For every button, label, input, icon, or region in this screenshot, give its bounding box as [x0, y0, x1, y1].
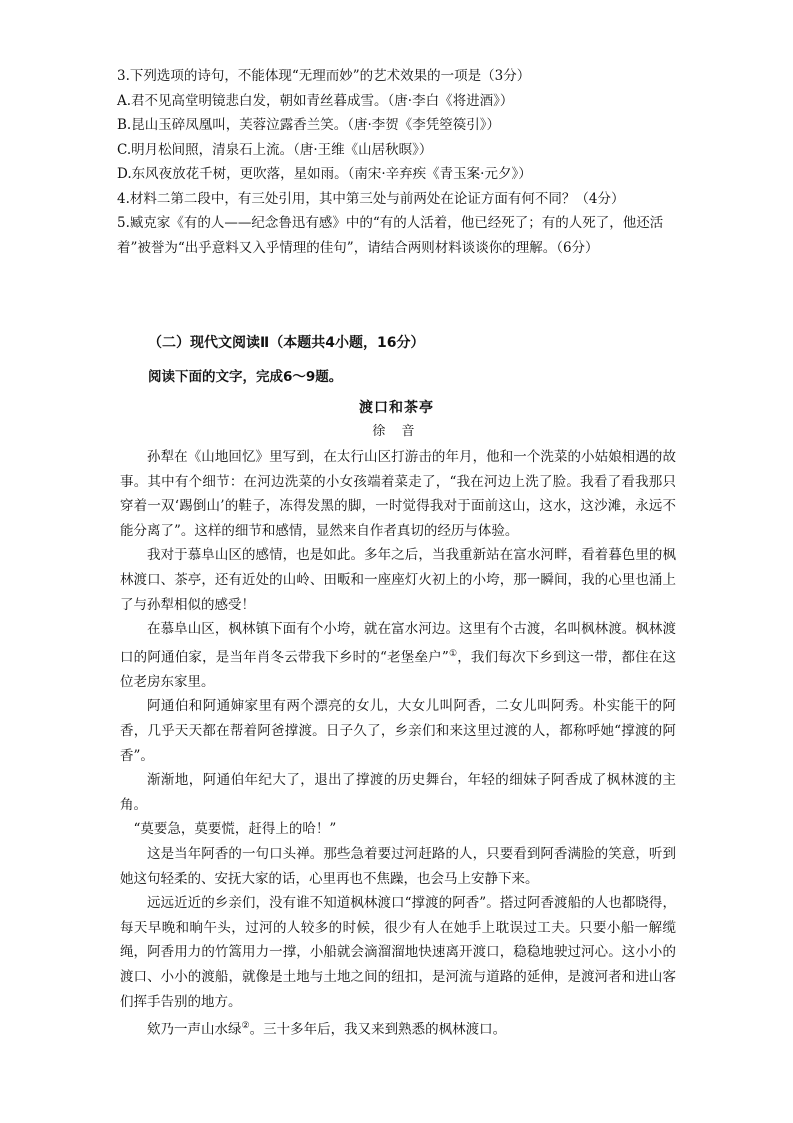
- paragraph-text: 。三十多年后，我又来到熟悉的枫林渡口。: [249, 1021, 507, 1038]
- paragraph-text: 这是当年阿香的一句口头禅。那些急着要过河赶路的人，只要看到阿香满脸的笑意，听到她这句轻柔的、安抚大家的话，心里再也不焦躁，也会马上安静下来。: [120, 846, 676, 887]
- section-heading: （二）现代文阅读Ⅱ（本题共4小题，16分）: [148, 335, 425, 351]
- question-3: 3.下列选项的诗句，不能体现“无理而妙”的艺术效果的一项是（3分）: [117, 68, 531, 84]
- paragraph-text: 渐渐地，阿通伯年纪大了，退出了撑渡的历史舞台，年轻的细妹子阿香成了枫林渡的主角。: [120, 772, 676, 813]
- paragraph: [120, 694, 676, 768]
- paragraph: [120, 768, 676, 817]
- paragraph: [120, 842, 676, 891]
- option-d: D.东风夜放花千树，更吹落，星如雨。（南宋·辛弃疾《青玉案·元夕》）: [117, 166, 532, 182]
- paragraph-text: 阿通伯和阿通婶家里有两个漂亮的女儿，大女儿叫阿香，二女儿叫阿秀。朴实能干的阿香，几乎天天都在帮着阿爸撑渡。日子久了，乡亲们和来这里过渡的人，都称呼她“撑渡的阿香”。: [120, 698, 676, 764]
- footnote-mark: ②: [241, 1021, 250, 1032]
- paragraph: [120, 1014, 676, 1042]
- footnote-mark: ①: [448, 648, 458, 659]
- paragraph: [120, 891, 676, 1014]
- question-4: 4.材料二第二段中，有三处引用，其中第三处与前两处在论证方面有何不同？（4分）: [117, 190, 625, 207]
- paragraph: [120, 817, 676, 842]
- question-block: [117, 64, 677, 260]
- option-a: A.君不见高堂明镜悲白发，朝如青丝暮成雪。（唐·李白《将进酒》）: [117, 92, 514, 109]
- paragraph: [120, 543, 676, 617]
- instruction: 阅读下面的文字，完成6～9题。: [148, 369, 343, 385]
- question-5: 5.臧克家《有的人——纪念鲁迅有感》中的“有的人活着，他已经死了；有的人死了，他还活着”被誉为“出乎意料又入乎情理的佳句”，请结合两则材料谈谈你的理解。（6分）: [117, 215, 664, 256]
- paragraph-text: 在慕阜山区，枫林镇下面有个小垮，就在富水河边。这里有个古渡，名叫枫林渡。枫林渡口的阿通伯家，是当年肖冬云带我下乡时的“老堡垒户”: [120, 621, 676, 666]
- option-b: B.昆山玉碎凤凰叫，芙蓉泣露香兰笑。（唐·李贺《李凭箜篌引》）: [117, 117, 501, 133]
- paragraph-text: 孙犁在《山地回忆》里写到，在太行山区打游击的年月，他和一个洗菜的小姑娘相遇的故事。其中有个细节：在河边洗菜的小女孩端着菜走了，“我在河边上洗了脸。我看了看我那只穿着一双‘踢倒山’的鞋子，冻得发黑的脚，一时觉得我对于面前这山，这水，这沙滩，永远不能分离了”。这样的细节和感情，显然来自作者真切的经历与体验。: [120, 449, 676, 539]
- paragraph-text: 远远近近的乡亲们，没有谁不知道枫林渡口“撑渡的阿香”。搭过阿香渡船的人也都晓得，每天早晚和晌午头，过河的人较多的时候，很少有人在她手上耽误过工夫。只要小船一解缆绳，阿香用力的竹篙用力一撑，小船就会滴溜溜地快速离开渡口，稳稳地驶过河心。这小小的渡口、小小的渡船，就像是土地与土地之间的纽扣，是河流与道路的延伸，是渡河者和进山客们挥手告别的地方。: [120, 895, 676, 1010]
- paragraph-text: “莫要急，莫要慌，赶得上的哈！”: [133, 821, 337, 838]
- paragraph-text: 我对于慕阜山区的感情，也是如此。多年之后，当我重新站在富水河畔，看着暮色里的枫林渡口、茶亭，还有近处的山岭、田畈和一座座灯火初上的小垮，那一瞬间，我的心里也涌上了与孙犁相似的感受！: [120, 547, 676, 613]
- paragraph: [120, 445, 676, 543]
- paragraph-text: 欸乃一声山水绿: [147, 1021, 242, 1038]
- article-title: 渡口和茶亭: [359, 400, 434, 416]
- paragraph: [120, 617, 676, 694]
- article-author: 徐 音: [372, 424, 421, 439]
- option-c: C.明月松间照，清泉石上流。（唐·王维《山居秋暝》）: [117, 141, 433, 158]
- paragraph-text: ，我们每次下乡到这一带，都住在这位老房东家里。: [120, 649, 677, 690]
- article-body: [120, 445, 676, 1042]
